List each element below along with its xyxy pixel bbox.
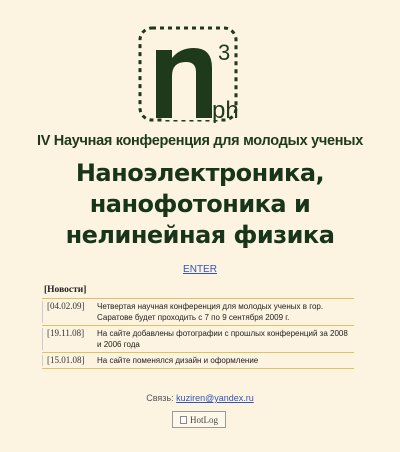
news-date: [15.01.08] — [42, 355, 91, 366]
news-item — [42, 299, 354, 326]
enter-container — [0, 264, 400, 275]
title-line: Наноэлектроника, — [75, 159, 325, 187]
news-date: [19.11.08] — [42, 328, 91, 350]
enter-link[interactable]: ENTER — [183, 264, 217, 275]
news-item — [42, 326, 354, 353]
page-title — [0, 158, 400, 251]
news-date: [04.02.09] — [42, 301, 91, 323]
title-line: нанофотоника и — [89, 190, 311, 218]
broken-image-icon — [180, 416, 187, 424]
news-text: На сайте поменялся дизайн и оформление — [97, 356, 259, 365]
news-item — [42, 353, 354, 369]
logo-superscript: 3 — [218, 40, 231, 65]
hotlog-counter-button[interactable] — [172, 411, 226, 428]
news-table — [42, 285, 354, 369]
title-line: нелинейная физика — [65, 221, 335, 249]
conference-subtitle: IV Научная конференция для молодых ученых — [36, 133, 364, 149]
hotlog-label: HotLog — [190, 414, 218, 425]
site-logo — [134, 22, 244, 130]
contact-label: Связь: — [146, 393, 174, 403]
contact-line — [0, 393, 400, 403]
logo-subscript: ph — [212, 97, 239, 124]
contact-email-link[interactable]: kuziren@yandex.ru — [176, 393, 254, 403]
news-heading: [Новости] — [42, 285, 354, 299]
news-text: Четвертая научная конференция для молодых ученых в гор. Саратове будет проходить с 7 по 9 сентября 2009 г. — [97, 302, 324, 322]
news-text: На сайте добавлены фотографии с прошлых конференций за 2008 и 2006 года — [97, 329, 348, 349]
